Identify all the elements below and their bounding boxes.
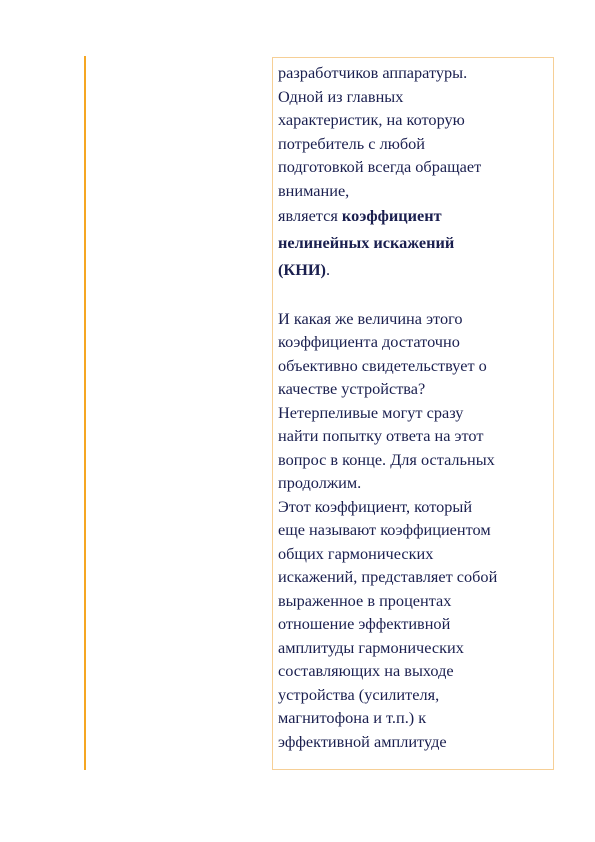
text-line: продолжим. <box>278 473 362 492</box>
text-line: магнитофона и т.п.) к <box>278 708 427 727</box>
text-line: объективно свидетельствует о <box>278 355 487 375</box>
text-line: устройства (усилителя, <box>278 684 440 704</box>
text-line: найти попытку ответа на этот <box>278 426 484 445</box>
text-line: Нетерпеливые могут сразу <box>278 402 464 422</box>
term-lead: является <box>278 206 342 225</box>
text-line: общих гармонических <box>278 543 434 563</box>
paragraph-gap <box>278 283 550 307</box>
margin-rule <box>84 56 86 770</box>
text-line: еще называют коэффициентом <box>278 520 491 539</box>
term-tail: . <box>325 260 331 279</box>
text-line: внимание, <box>278 180 350 200</box>
term-abbrev: (КНИ) <box>278 260 326 279</box>
text-line: вопрос в конце. Для остальных <box>278 449 495 469</box>
text-line: составляющих на выходе <box>278 661 454 680</box>
text-line: Одной из главных <box>278 86 404 106</box>
text-line: искажений, представляет собой <box>278 567 498 586</box>
text-line: коэффициента достаточно <box>278 332 460 351</box>
text-line: выраженное в процентах <box>278 590 452 610</box>
term-line <box>278 256 550 283</box>
text-line: потребитель с любой <box>278 133 426 153</box>
text-line: Этот коэффициент, который <box>278 496 473 516</box>
text-line: подготовкой всегда обращает <box>278 157 482 176</box>
text-line: И какая же величина этого <box>278 308 463 328</box>
term-bold: коэффициент <box>341 206 442 225</box>
term-line: нелинейных искажений <box>278 233 455 252</box>
text-line: качестве устройства? <box>278 379 426 398</box>
text-column <box>278 61 550 753</box>
text-line: разработчиков аппаратуры. <box>278 63 468 82</box>
text-line: амплитуды гармонических <box>278 637 464 657</box>
text-line: эффективной амплитуде <box>278 731 447 751</box>
term-line <box>278 202 550 229</box>
text-line: отношение эффективной <box>278 614 451 633</box>
text-line: характеристик, на которую <box>278 110 465 129</box>
